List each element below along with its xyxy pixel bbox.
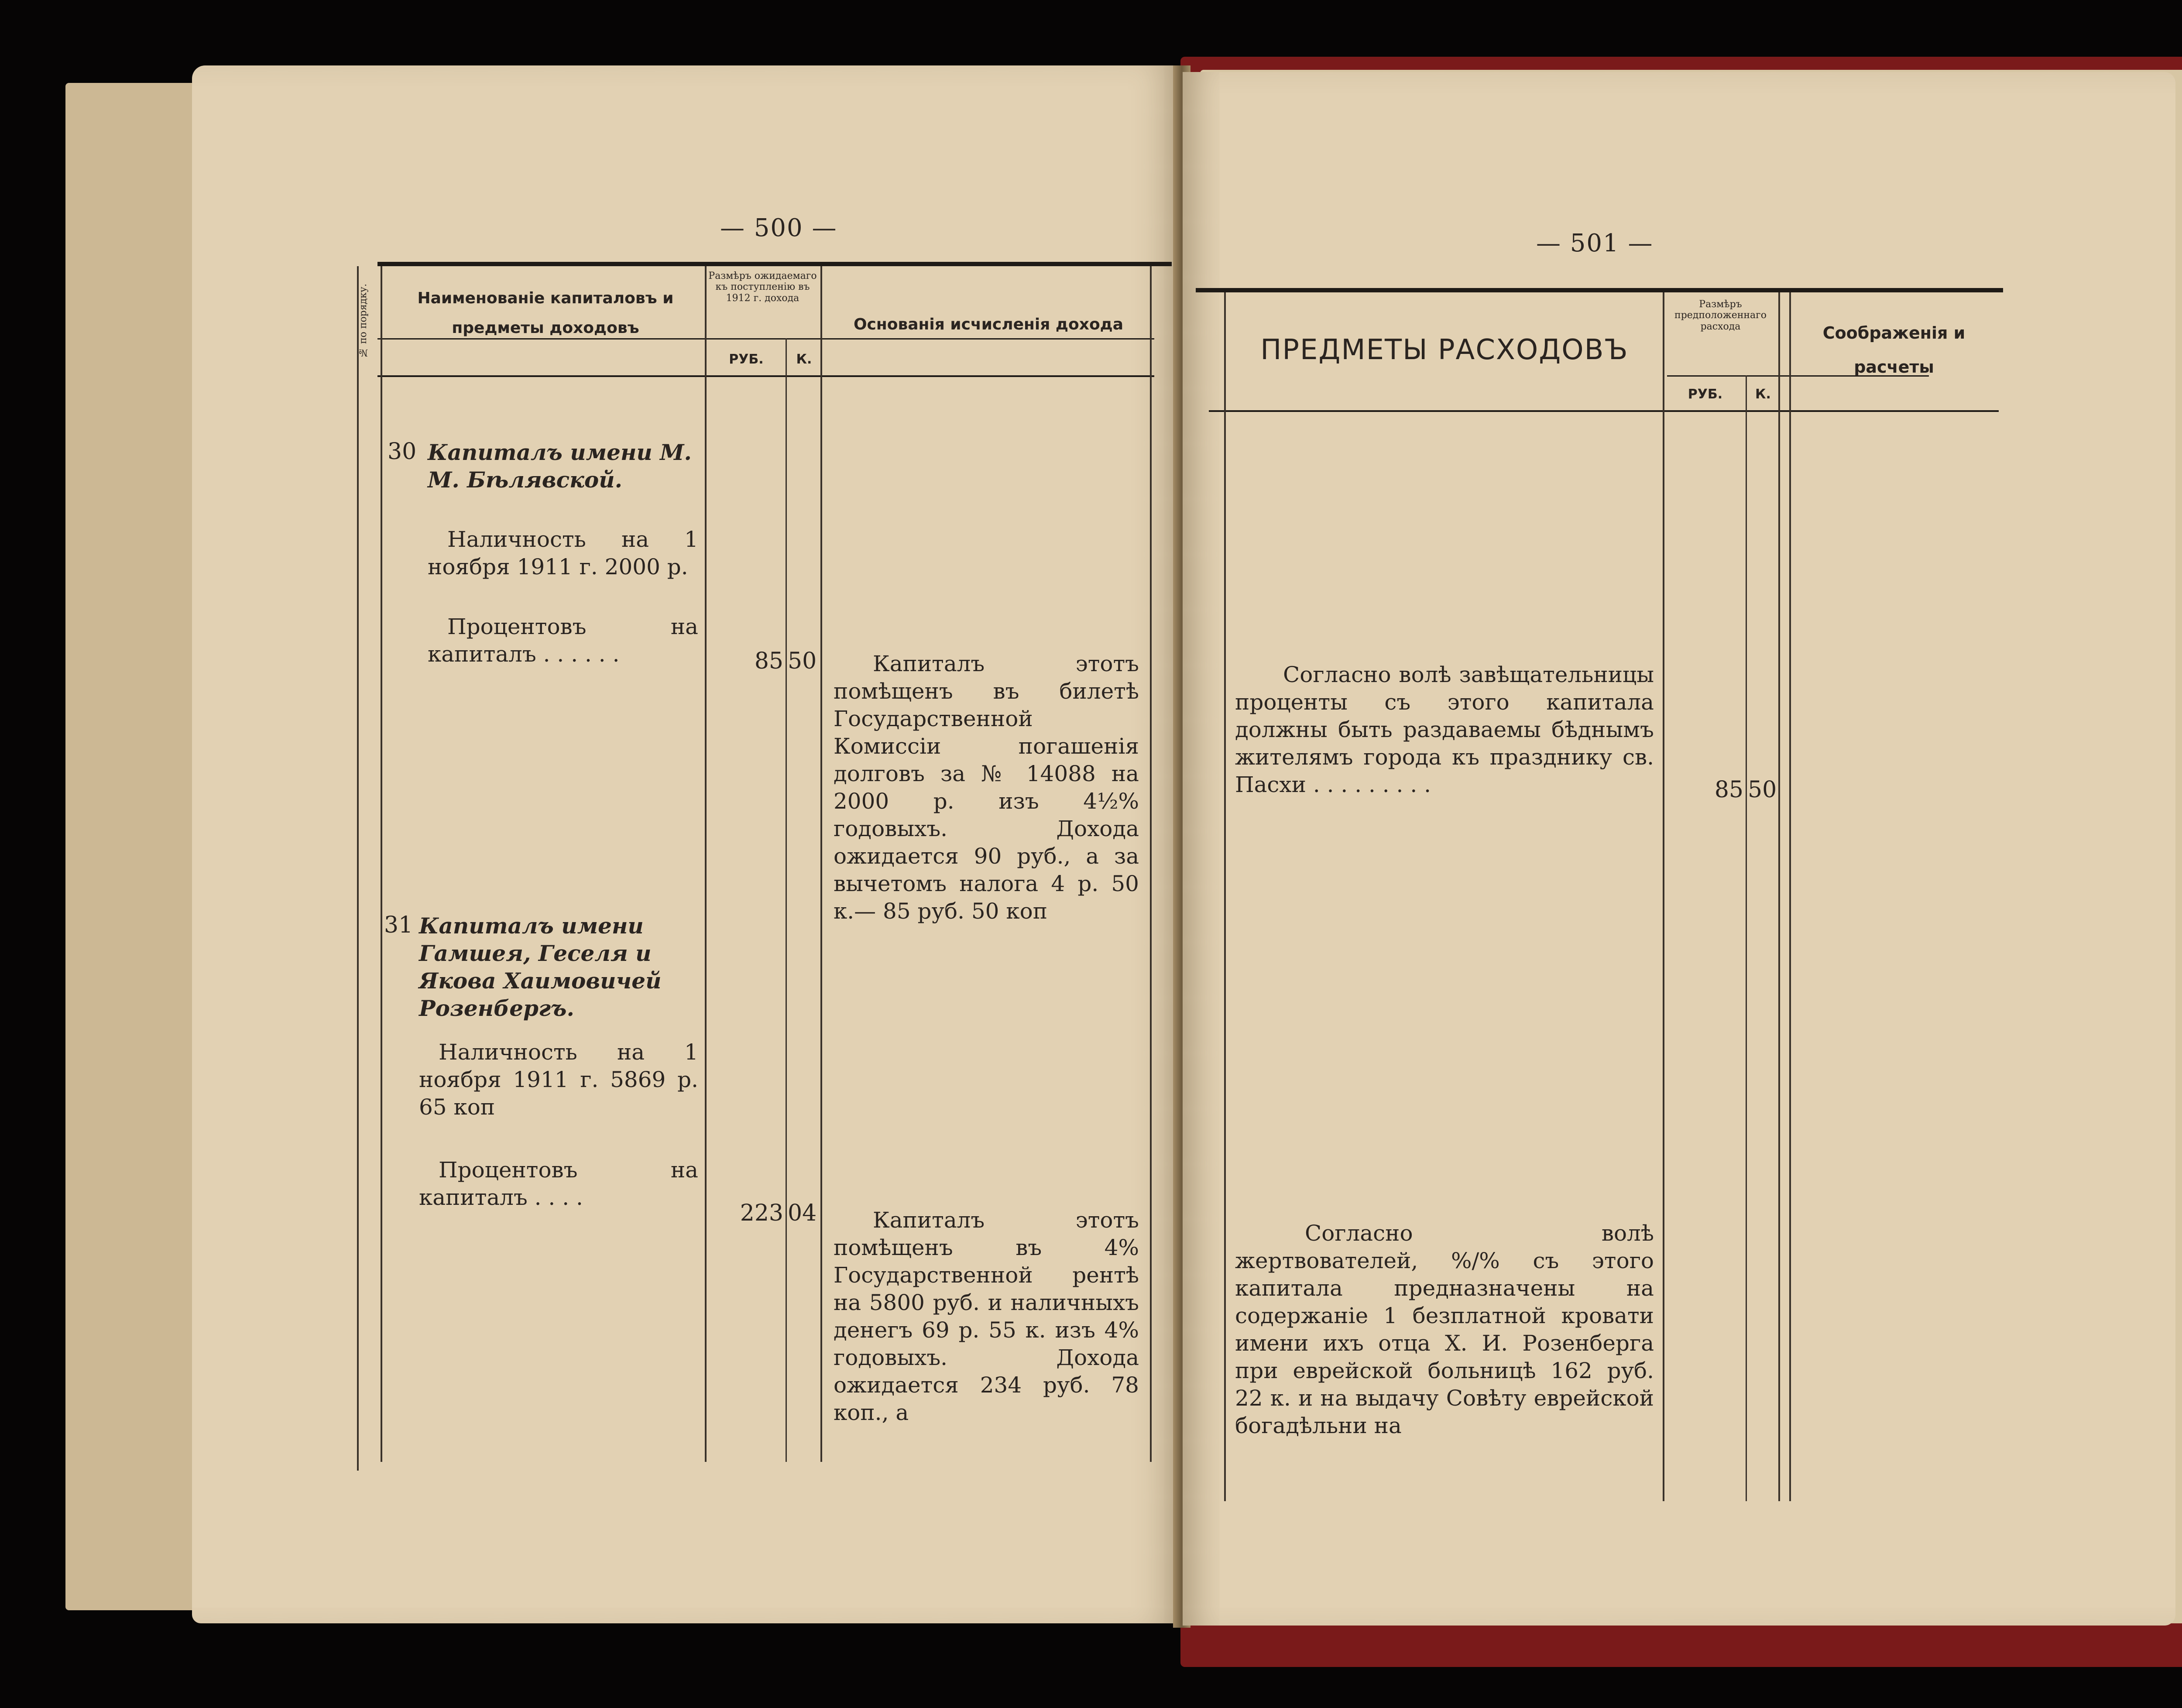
entry-title: Капиталъ имени М. М. Бѣлявской. bbox=[428, 439, 692, 493]
header-basis: Основанія исчисленія дохода bbox=[853, 316, 1124, 333]
header-items: ПРЕДМЕТЫ РАСХОДОВЪ bbox=[1260, 334, 1629, 366]
header-name: Наименованіе капиталовъ и предметы доходовъ bbox=[417, 289, 674, 337]
column-line bbox=[1778, 292, 1780, 1501]
entry-balance: Наличность на 1 ноября 1911 г. 2000 р. bbox=[428, 527, 698, 580]
entry-index: 31 bbox=[384, 912, 413, 938]
left-page bbox=[192, 65, 1178, 1623]
column-line bbox=[705, 266, 707, 1462]
header-kop: К. bbox=[1755, 387, 1771, 402]
column-line bbox=[1224, 292, 1226, 1501]
column-line bbox=[357, 266, 359, 1471]
column-line bbox=[1746, 375, 1747, 1501]
entry-basis: Капиталъ этотъ помѣщенъ въ билетѣ Государственной Комиссіи погашенія долговъ за № 14088 на 2000 р. изъ 4½% годовыхъ. Дохода ожидается 90 руб., а за вычетомъ налога 4 р. 50 к.— 85 руб. 50 коп bbox=[834, 651, 1139, 924]
amount-kop: 50 bbox=[1748, 777, 1777, 803]
right-page bbox=[1183, 72, 2175, 1626]
entry-basis: Капиталъ этотъ помѣщенъ въ 4% Государственной рентѣ на 5800 руб. и наличныхъ денегъ 69 р. 55 к. изъ 4% годовыхъ. Дохода ожидается 234 руб. 78 коп., а bbox=[834, 1207, 1139, 1425]
header-rub: РУБ. bbox=[1688, 387, 1723, 402]
header-kop: К. bbox=[796, 352, 812, 367]
column-line bbox=[1663, 292, 1664, 1501]
header-amount: Размѣръ предположеннаго расхода bbox=[1674, 299, 1767, 332]
expense-text: Согласно волѣ жертвователей, %/% съ этого капитала предназначены на содержаніе 1 безплатной кровати имени ихъ отца Х. И. Розенберга при еврейской больницѣ 162 руб. 22 к. и на выдачу Совѣту еврейской богадѣльни на bbox=[1235, 1221, 1654, 1438]
amount-kop: 50 bbox=[788, 648, 817, 674]
column-line bbox=[381, 266, 382, 1462]
column-line bbox=[1789, 292, 1791, 1501]
column-line bbox=[820, 266, 822, 1462]
entry-title: Капиталъ имени Гамшея, Геселя и Якова Хаимовичей Розенбергъ. bbox=[419, 913, 662, 1021]
expense-text: Согласно волѣ завѣщательницы проценты съ этого капитала должны быть раздаваемы бѣднымъ жителямъ города къ празднику св. Пасхи . . . . . . . . . bbox=[1235, 662, 1654, 797]
amount-rub: 85 bbox=[1714, 777, 1743, 803]
entry-interest: Процентовъ на капиталъ . . . . bbox=[419, 1157, 698, 1210]
top-rule bbox=[377, 262, 1172, 266]
header-index: № по порядку. bbox=[358, 284, 369, 358]
column-line bbox=[1150, 266, 1152, 1462]
header-amount: Размѣръ ожидаемаго къ поступленію въ 1912 г. дохода bbox=[708, 271, 817, 304]
header-bottom-rule bbox=[1209, 410, 1999, 412]
entry-index: 30 bbox=[388, 439, 417, 465]
entry-interest: Процентовъ на капиталъ . . . . . . bbox=[428, 614, 698, 667]
amount-rub: 85 bbox=[754, 648, 783, 674]
page-number: — 501 — bbox=[1536, 229, 1654, 257]
top-rule bbox=[1196, 288, 2003, 292]
header-notes: Соображенія и расчеты bbox=[1822, 323, 1966, 377]
header-bottom-rule bbox=[377, 375, 1154, 377]
header-rub: РУБ. bbox=[729, 352, 764, 367]
amount-kop: 04 bbox=[788, 1200, 817, 1226]
page-number: — 500 — bbox=[720, 214, 837, 242]
column-line bbox=[786, 338, 787, 1462]
amount-rub: 223 bbox=[740, 1200, 783, 1226]
entry-balance: Наличность на 1 ноября 1911 г. 5869 р. 65 коп bbox=[419, 1039, 698, 1120]
